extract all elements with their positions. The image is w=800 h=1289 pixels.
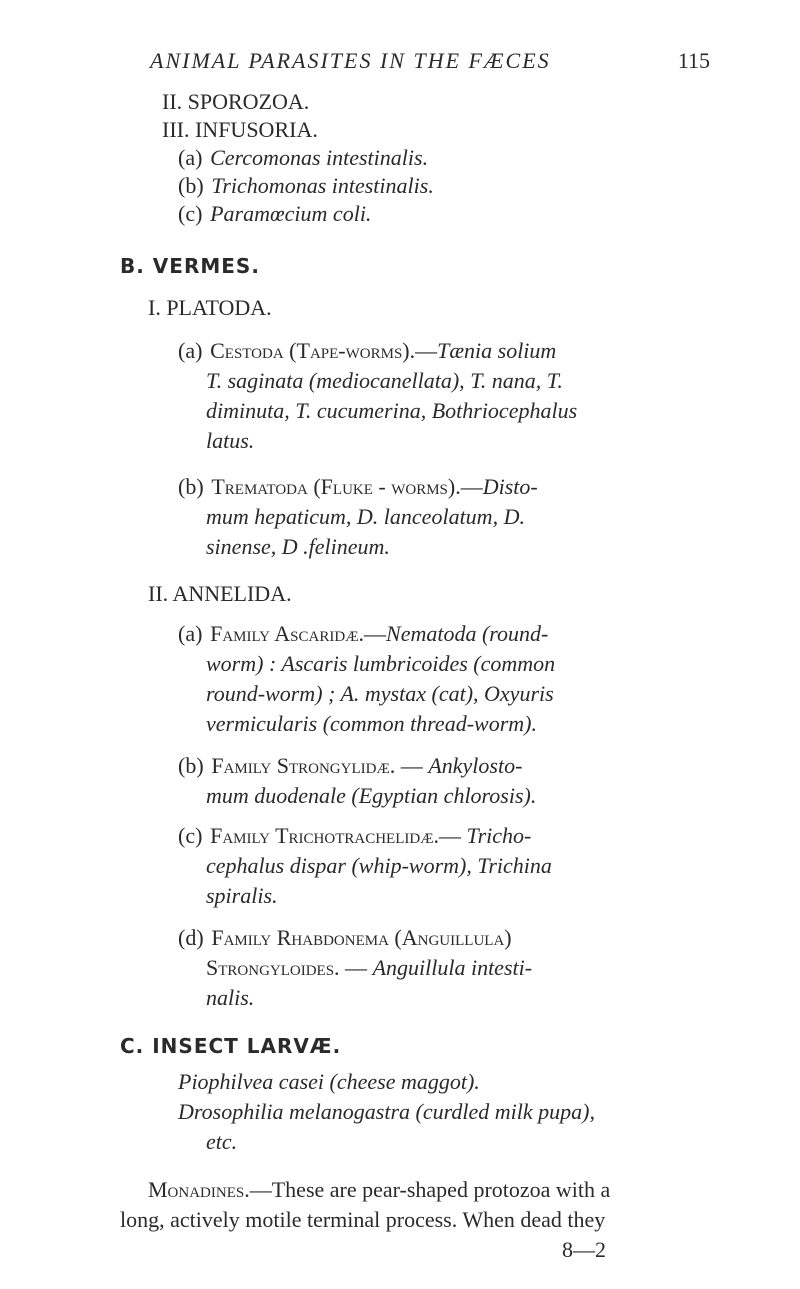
- monadines-line-1: [148, 1176, 610, 1204]
- monadines-line-2: long, actively motile terminal process. When dead they: [120, 1207, 606, 1232]
- group-name: Trematoda (Fluke - worms).—: [211, 474, 483, 499]
- species-name: T.: [546, 368, 563, 393]
- cestoda-line-2: [206, 367, 563, 395]
- species-name: T. saginata: [206, 368, 304, 393]
- infusoria-c: [178, 200, 371, 228]
- subsection-platoda: I. PLATODA.: [148, 295, 272, 320]
- species-name: Nematoda (round-: [386, 621, 549, 646]
- section-heading-insect-larvae: C. INSECT LARVÆ.: [120, 1034, 342, 1058]
- species-name: Disto-: [482, 474, 538, 499]
- species-name: (mediocanellata),: [308, 368, 465, 393]
- species-name: cephalus dispar: [206, 853, 346, 878]
- group-name: Family Ascaridæ.—: [210, 621, 387, 646]
- species-name: A. mystax: [340, 681, 426, 706]
- printer-signature: 8—2: [562, 1237, 606, 1262]
- species-name: Ascaris lumbricoides: [281, 651, 468, 676]
- trematoda-line-3: sinense, D .felineum.: [206, 534, 390, 559]
- group-name: Family Trichotrachelidæ.—: [210, 823, 462, 848]
- species-name: T. cucumerina,: [295, 398, 427, 423]
- cestoda-line-3: [206, 397, 577, 425]
- species-name: Oxyuris: [484, 681, 554, 706]
- species-name: Tænia solium: [437, 338, 557, 363]
- trematoda-line-2: [206, 503, 525, 531]
- common-name: (whip-worm),: [351, 853, 472, 878]
- species-name: D.: [503, 504, 525, 529]
- species-name: Piophilvea casei: [178, 1069, 325, 1094]
- label: (b): [178, 474, 204, 499]
- species-name: T. nana,: [470, 368, 542, 393]
- ascaridae-line-3: [206, 680, 554, 708]
- section-heading-vermes: B. VERMES.: [120, 254, 260, 278]
- item-sporozoa: II. SPOROZOA.: [162, 89, 310, 114]
- insect-line-1: [178, 1068, 480, 1096]
- trichotrachelidae-line-2: [206, 852, 552, 880]
- species-name: mum hepaticum,: [206, 504, 352, 529]
- common-name: worm) :: [206, 651, 277, 676]
- rhabdonema-line-3: nalis.: [206, 985, 255, 1010]
- species-name: diminuta,: [206, 398, 290, 423]
- label-a: (a): [178, 145, 203, 170]
- common-name: (Egyptian chlorosis).: [351, 783, 537, 808]
- species-name: Anguillula intesti-: [372, 955, 533, 980]
- page-number: 115: [677, 48, 710, 73]
- common-name: (common: [473, 651, 556, 676]
- species-name: Drosophilia melanogastra: [178, 1099, 411, 1124]
- group-name: Family Rhabdonema (Anguillula): [211, 925, 512, 950]
- strongylidae-line-2: [206, 782, 536, 810]
- species-name: mum duodenale: [206, 783, 346, 808]
- running-header: [150, 48, 710, 74]
- rhabdonema-line-1: [178, 924, 512, 952]
- ascaridae-line-1: [178, 620, 548, 648]
- trichotrachelidae-line-3: spiralis.: [206, 883, 278, 908]
- common-name: (curdled milk pupa),: [415, 1099, 595, 1124]
- term: Monadines.: [148, 1177, 250, 1202]
- species-name: Trichina: [477, 853, 552, 878]
- item-infusoria: III. INFUSORIA.: [162, 117, 318, 142]
- species-name: Bothriocephalus: [431, 398, 578, 423]
- species-name: Trichomonas intestinalis.: [211, 173, 434, 198]
- label-c: (c): [178, 201, 203, 226]
- infusoria-a: [178, 144, 428, 172]
- label: (a): [178, 338, 203, 363]
- header-title: ANIMAL PARASITES IN THE FÆCES: [150, 48, 551, 73]
- label: (b): [178, 753, 204, 778]
- species-name: Cercomonas intestinalis.: [210, 145, 429, 170]
- trichotrachelidae-line-1: [178, 822, 531, 850]
- strongylidae-line-1: [178, 752, 522, 780]
- insect-line-3: etc.: [206, 1129, 238, 1154]
- common-name: (cat),: [431, 681, 479, 706]
- common-name: (common thread-worm).: [322, 711, 537, 736]
- subsection-annelida: II. ANNELIDA.: [148, 581, 292, 606]
- label: (c): [178, 823, 203, 848]
- insect-line-2: [178, 1098, 595, 1126]
- species-name: Ankylosto-: [428, 753, 523, 778]
- species-name: vermicularis: [206, 711, 318, 736]
- trematoda-line-1: [178, 473, 538, 501]
- common-name: (cheese maggot).: [329, 1069, 480, 1094]
- common-name: round-worm) ;: [206, 681, 336, 706]
- label: (a): [178, 621, 203, 646]
- ascaridae-line-2: [206, 650, 555, 678]
- species-name: D. lanceolatum,: [356, 504, 499, 529]
- group-name: Family Strongylidæ. —: [211, 753, 423, 778]
- group-name: Strongyloides. —: [206, 955, 368, 980]
- paragraph-text: —These are pear-shaped protozoa with a: [249, 1177, 611, 1202]
- group-name: Cestoda (Tape-worms).—: [210, 338, 438, 363]
- label-b: (b): [178, 173, 204, 198]
- rhabdonema-line-2: [206, 954, 532, 982]
- ascaridae-line-4: [206, 710, 537, 738]
- cestoda-line-4: latus.: [206, 428, 255, 453]
- cestoda-line-1: [178, 337, 556, 365]
- species-name: Paramœcium coli.: [210, 201, 372, 226]
- species-name: Tricho-: [466, 823, 532, 848]
- label: (d): [178, 925, 204, 950]
- infusoria-b: [178, 172, 434, 200]
